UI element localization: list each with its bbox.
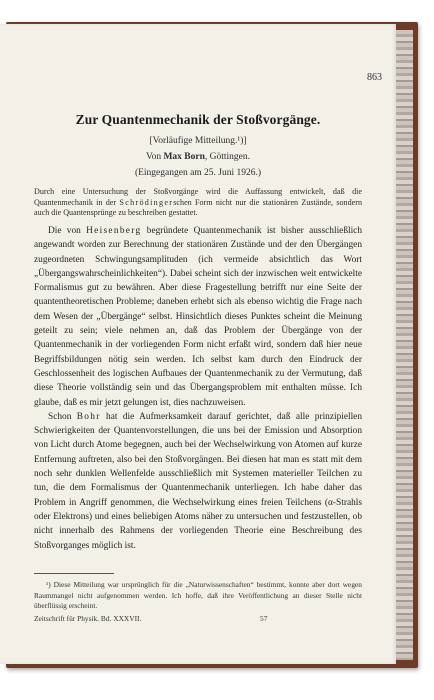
page-edges: [393, 30, 413, 660]
author-name: Max Born: [163, 152, 205, 162]
folio-number: 57: [260, 614, 268, 623]
received-date: (Eingegangen am 25. Juni 1926.): [134, 168, 262, 178]
author-affiliation: , Göttingen.: [204, 152, 251, 162]
p2-name: Bohr: [76, 411, 101, 422]
p2-text-a: Schon: [48, 411, 77, 422]
journal-reference: Zeitschrift für Physik. Bd. XXXVII.: [34, 614, 142, 623]
abstract-name: Schrödinger: [119, 197, 174, 207]
footnote-rule: [34, 573, 114, 574]
paragraph-1: [34, 224, 362, 410]
author-prefix: Von: [145, 152, 164, 162]
p2-text-b: hat die Aufmerksamkeit darauf gerichtet, daß alle prinzipiellen Schwierigkeiten der Quantenvorstellungen, die uns bei der Emission und Absorption von Licht durch Atome begegnen, auch bei der Wechselwirkung von Atomen auf kurze Entfernung auftreten, also bei den Stoßvorgängen. Bei diesen hat man es statt mit dem noch sehr dunklen Wellenfelde ausschließlich mit Systemen materieller Teilchen zu tun, die dem Formalismus der Quantenmechanik unterliegen. Ich habe daher das Problem in Angriff genommen, die Wechselwirkung eines freien Teilchens (α-Strahls oder Elektrons) und eines beliebigen Atoms näher zu untersuchen und festzustellen, ob nicht innerhalb des Rahmens der vorliegenden Theorie eine Beschreibung des Stoßvorganges möglich ist.: [34, 411, 363, 551]
p1-text-b: begründete Quantenmechanik ist bisher ausschließlich angewandt worden zur Berechnung der stationären Zustände und der den Übergängen zugeordneten Schwingungsamplituden (ich vermeide absichtlich das Wort „Übergangswahrscheinlichkeiten“). Dabei scheint sich der inzwischen weit entwickelte Formalismus gut zu bewähren. Aber diese Fragestellung betrifft nur eine Seite der quantentheoretischen Probleme; daneben erhebt sich als ebenso wichtig die Frage nach dem Wesen der „Übergänge“ selbst. Hinsichtlich dieses Punktes scheint die Meinung geteilt zu sein; viele nehmen an, daß das Problem der Übergänge von der Quantenmechanik in der vorliegenden Form nicht erfaßt wird, sondern daß hier neue Begriffsbildungen nötig sein werden. Ich selbst kam durch den Eindruck der Geschlossenheit des logischen Aufbaues der Quantenmechanik zu der Vermutung, daß diese Theorie vollständig sein und das Übergangsproblem mit enthalten müsse. Ich glaube, daß es mir jetzt gelungen ist, dies nachzuweisen.: [34, 226, 362, 408]
page-number: 863: [367, 72, 382, 83]
article-body: [34, 224, 362, 553]
abstract-text-b: schen Form nicht nur die stationären Zustände, sondern auch die Quantensprünge zu beschreiben gestattet.: [34, 197, 362, 217]
author-line: [0, 152, 396, 162]
p1-text-a: Die von: [48, 226, 87, 236]
abstract-text-a: Durch eine Untersuchung der Stoßvorgänge wird die Auffassung entwickelt, daß die Quantenmechanik in der: [34, 187, 362, 207]
footnote: ¹) Diese Mitteilung war ursprünglich für die „Naturwissenschaften“ bestimmt, konnte aber dort wegen Raummangel nicht aufgenommen werden. Ich hoffe, daß ihre Veröffentlichung an dieser Stelle nicht überflüssig erscheint.: [34, 580, 362, 610]
paragraph-2: [34, 410, 362, 553]
preliminary-note: [Vorläufige Mitteilung.¹)]: [149, 136, 247, 146]
article-title: Zur Quantenmechanik der Stoßvorgänge.: [75, 112, 321, 127]
abstract: [34, 187, 362, 219]
p1-name: Heisenberg: [86, 226, 142, 236]
